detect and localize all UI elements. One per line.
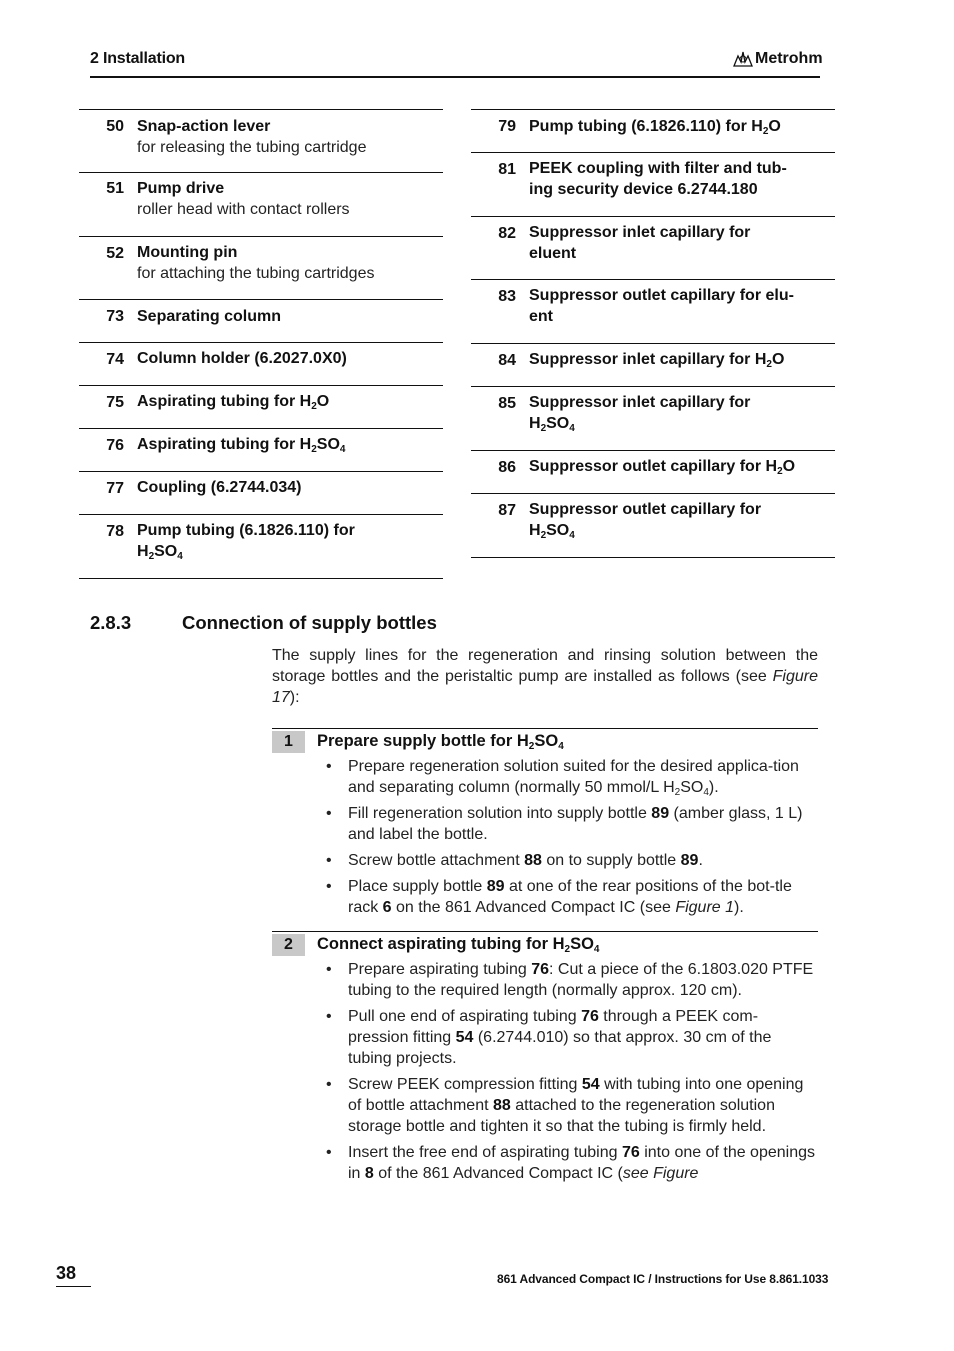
legend-table-right [471, 109, 835, 558]
legend-number: 85 [498, 395, 516, 412]
legend-row [471, 153, 835, 217]
legend-row [79, 386, 443, 429]
legend-number: 52 [106, 245, 124, 262]
legend-title: PEEK coupling with filter and tub- ing security device 6.2744.180 [529, 160, 787, 198]
list-item: • Prepare aspirating tubing 76: Cut a piece of the 6.1803.020 PTFE tubing to the required length (normally approx. 120 cm). [322, 959, 818, 1001]
legend-title: Column holder (6.2027.0X0) [137, 350, 347, 367]
legend-number: 82 [498, 225, 516, 242]
step-rule [272, 728, 818, 729]
legend-title: Aspirating tubing for $H_2SO_4$ [137, 436, 346, 455]
legend-title: Pump tubing (6.1826.110) for $H_2SO_4$ [137, 522, 355, 562]
legend-number: 51 [106, 180, 124, 197]
legend-row [471, 494, 835, 558]
legend-number: 50 [106, 118, 124, 135]
legend-row [79, 109, 443, 173]
legend-number: 74 [106, 351, 124, 368]
legend-row [471, 344, 835, 387]
list-item: • Screw PEEK compression fitting 54 with tubing into one opening of bottle attachment 88 attached to the regeneration solution storage bottle and tighten it so that the tubing is firmly held. [322, 1074, 818, 1137]
legend-row [471, 217, 835, 280]
legend-row [471, 451, 835, 494]
legend-number: 79 [498, 118, 516, 135]
legend-row [79, 429, 443, 472]
legend-row [79, 237, 443, 300]
section-intro: The supply lines for the regeneration and rinsing solution between the storage bottles and the peristaltic pump are installed as follows (see Figure 17): [272, 647, 818, 706]
legend-row [471, 280, 835, 344]
legend-title: Mounting pin [137, 244, 238, 261]
legend-title: Pump tubing (6.1826.110) for $H_2O$ [529, 118, 781, 137]
step-number-badge: 1 [272, 731, 305, 753]
legend-title: Suppressor inlet capillary for $H_2O$ [529, 351, 785, 370]
section-title: Connection of supply bottles [182, 612, 437, 633]
metrohm-logo-icon [733, 50, 753, 68]
legend-title: Coupling (6.2744.034) [137, 479, 302, 496]
legend-number: 78 [106, 523, 124, 540]
legend-number: 75 [106, 394, 124, 411]
legend-description: for attaching the tubing cartridges [137, 265, 375, 282]
legend-number: 83 [498, 288, 516, 305]
step-rule [272, 931, 818, 932]
legend-row [79, 515, 443, 579]
legend-title: Suppressor outlet capillary for $H_2SO_4$ [529, 501, 762, 541]
section-number: 2.8.3 [90, 612, 132, 633]
brand-logo [733, 50, 823, 68]
header-rule [90, 76, 820, 78]
legend-description: for releasing the tubing cartridge [137, 139, 367, 156]
legend-table-left [79, 109, 443, 579]
legend-title: Separating column [137, 308, 282, 325]
legend-row [471, 109, 835, 153]
step-bullets [322, 756, 818, 923]
legend-row [79, 173, 443, 237]
brand-name: Metrohm [755, 50, 823, 67]
legend-title: Aspirating tubing for $H_2O$ [137, 393, 330, 412]
list-item: • Fill regeneration solution into supply bottle 89 (amber glass, 1 L) and label the bottle. [322, 803, 818, 845]
legend-row [79, 472, 443, 515]
legend-number: 86 [498, 459, 516, 476]
list-item: • Place supply bottle 89 at one of the rear positions of the bot-tle rack 6 on the 861 Advanced Compact IC (see Figure 1). [322, 876, 818, 918]
page-number: 38 [56, 1263, 77, 1283]
list-item: • Insert the free end of aspirating tubing 76 into one of the openings in 8 of the 861 Advanced Compact IC (see Figure [322, 1142, 818, 1184]
legend-number: 77 [106, 480, 124, 497]
chapter-heading: 2 Installation [90, 50, 185, 67]
legend-number: 84 [498, 352, 516, 369]
step-title: Prepare supply bottle for $H_2SO_4$ [317, 732, 564, 752]
step-number-badge: 2 [272, 934, 305, 956]
legend-number: 76 [106, 437, 124, 454]
legend-number: 87 [498, 502, 516, 519]
step-bullets [322, 959, 818, 1189]
legend-title: Snap-action lever [137, 118, 271, 135]
list-item: • Screw bottle attachment 88 on to supply bottle 89. [322, 850, 818, 871]
document-reference: 861 Advanced Compact IC / Instructions for Use 8.861.1033 [497, 1272, 829, 1286]
legend-title: Pump drive [137, 180, 225, 197]
legend-row [79, 300, 443, 343]
legend-row [471, 387, 835, 451]
legend-title: Suppressor inlet capillary for $H_2SO_4$ [529, 394, 751, 434]
list-item: • Pull one end of aspirating tubing 76 through a PEEK com-pression fitting 54 (6.2744.010) so that approx. 30 cm of the tubing projects. [322, 1006, 818, 1069]
legend-title: Suppressor outlet capillary for elu- ent [529, 287, 794, 325]
legend-number: 81 [498, 161, 516, 178]
legend-row [79, 343, 443, 386]
list-item: • Prepare regeneration solution suited for the desired applica-tion and separating column (normally 50 mmol/L $H_2SO_4$). [322, 756, 818, 798]
step-title: Connect aspirating tubing for $H_2SO_4$ [317, 935, 600, 955]
legend-number: 73 [106, 308, 124, 325]
legend-description: roller head with contact rollers [137, 201, 350, 218]
legend-title: Suppressor inlet capillary for eluent [529, 224, 751, 262]
legend-title: Suppressor outlet capillary for $H_2O$ [529, 458, 796, 477]
page-number-rule [56, 1286, 91, 1287]
